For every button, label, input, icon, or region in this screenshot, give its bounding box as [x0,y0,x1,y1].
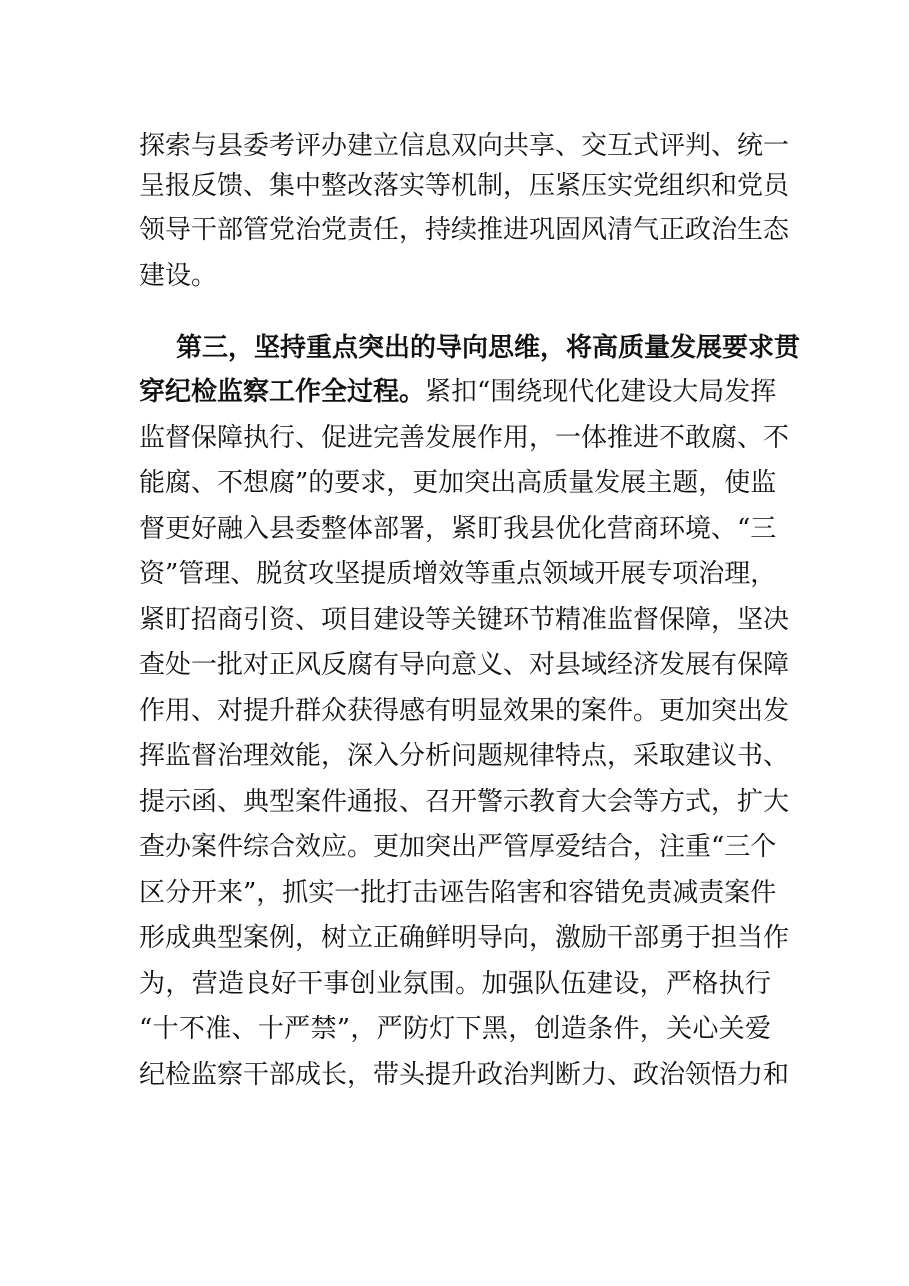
paragraph-line: 区分开来”，抓实一批打击诬告陷害和容错免责减责案件 [139,878,777,908]
paragraph-line: 呈报反馈、集中整改落实等机制，压紧压实党组织和党员 [139,171,790,201]
paragraph-line-rest: 紧扣“围绕现代化建设大局发挥 [425,377,777,407]
paragraph-line: 纪检监察干部成长，带头提升政治判断力、政治领悟力和 [139,1060,790,1090]
paragraph-line: 能腐、不想腐”的要求，更加突出高质量发展主题，使监 [139,468,777,498]
paragraph-heading-line: 第三，坚持重点突出的导向思维，将高质量发展要求贯 [176,333,801,363]
paragraph-line: 查处一批对正风反腐有导向意义、对县域经济发展有保障 [139,650,790,680]
paragraph-line: 挥监督治理效能，深入分析问题规律特点，采取建议书、 [139,741,790,771]
paragraph-line: 紧盯招商引资、项目建设等关键环节精准监督保障，坚决 [139,605,790,635]
paragraph-line: “十不准、十严禁”，严防灯下黑，创造条件，关心关爱 [139,1014,771,1044]
paragraph-line: 作用、对提升群众获得感有明显效果的案件。更加突出发 [139,696,790,726]
paragraph-line: 提示函、典型案件通报、召开警示教育大会等方式，扩大 [139,787,790,817]
paragraph-heading-end: 穿纪检监察工作全过程。 [139,377,426,407]
paragraph-line: 探索与县委考评办建立信息双向共享、交互式评判、统一 [139,131,790,161]
paragraph-line: 形成典型案例，树立正确鲜明导向，激励干部勇于担当作 [139,923,790,953]
paragraph-line [139,372,777,412]
paragraph-line: 督更好融入县委整体部署，紧盯我县优化营商环境、“三 [139,514,777,544]
paragraph-line: 资”管理、脱贫攻坚提质增效等重点领域开展专项治理， [139,559,777,589]
paragraph-line: 建设。 [139,261,218,291]
paragraph-line: 查办案件综合效应。更加突出严管厚爱结合，注重“三个 [139,832,777,862]
paragraph-line: 监督保障执行、促进完善发展作用，一体推进不敢腐、不 [139,423,790,453]
paragraph-line: 为，营造良好干事创业氛围。加强队伍建设，严格执行 [139,969,771,999]
paragraph-line: 领导干部管党治党责任，持续推进巩固风清气正政治生态 [139,215,790,245]
